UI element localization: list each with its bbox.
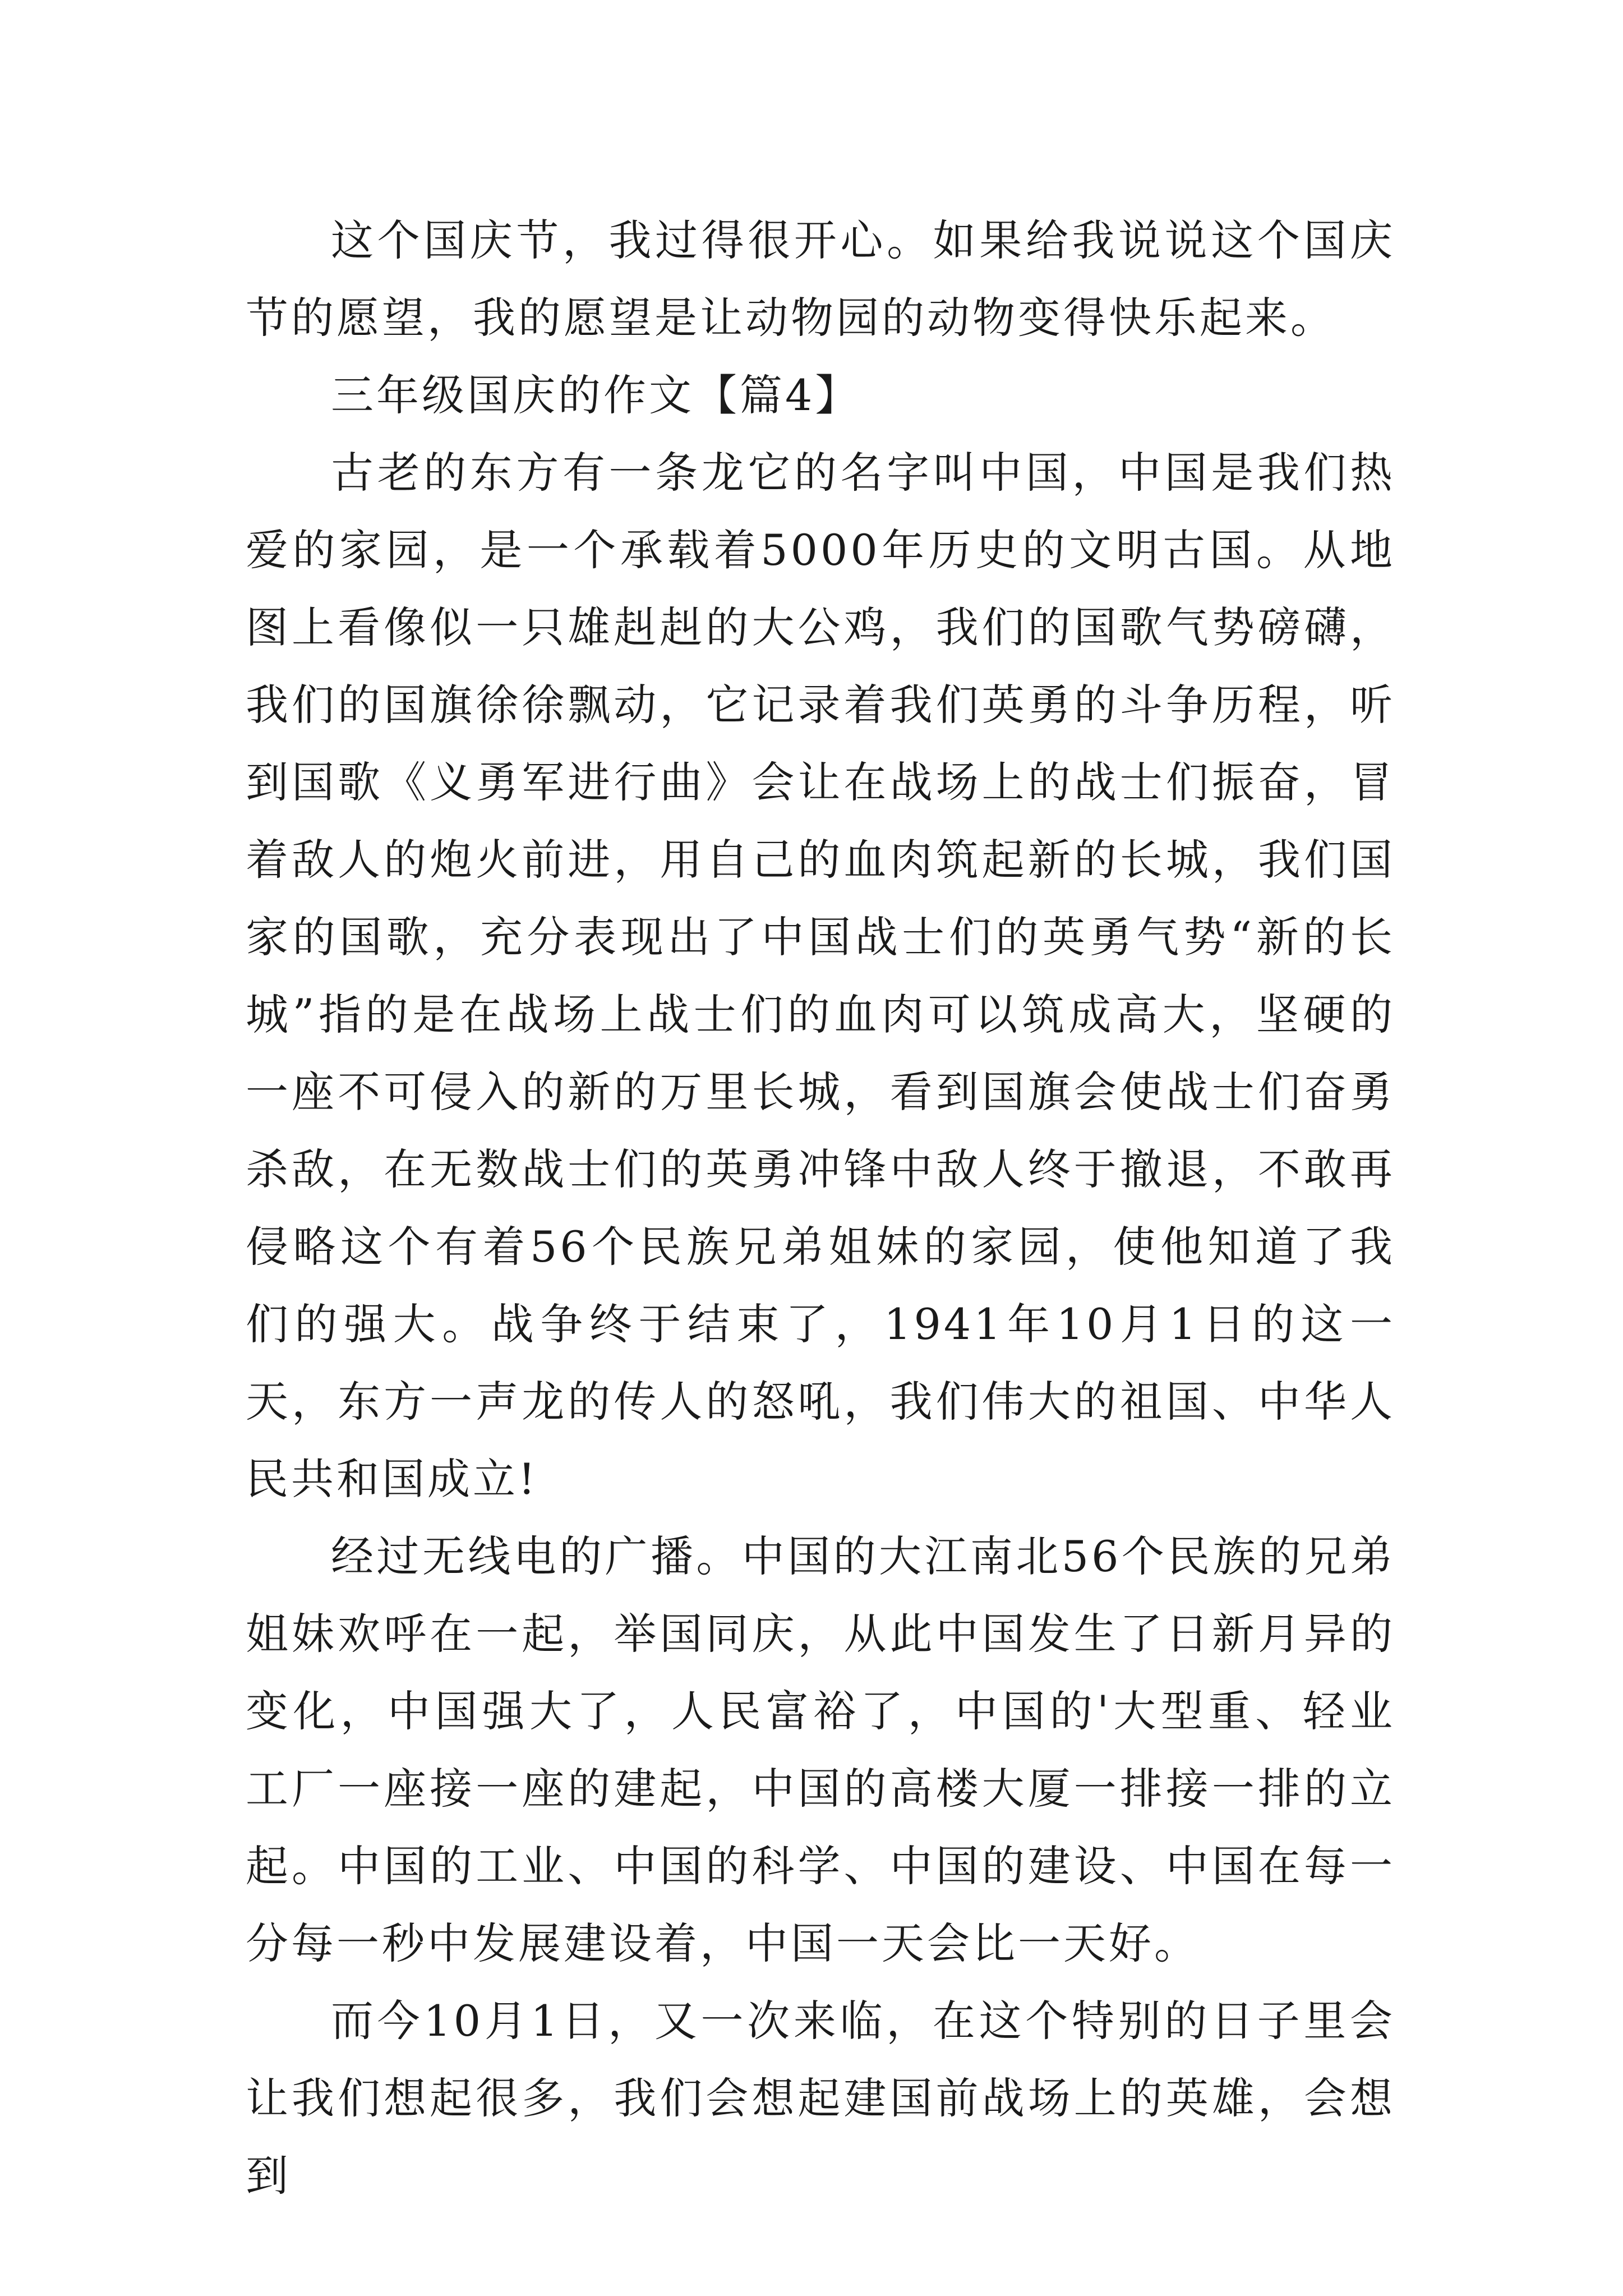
paragraph-2: 古老的东方有一条龙它的名字叫中国，中国是我们热爱的家园，是一个承载着5000年历史的文明古国。从地图上看像似一只雄赳赳的大公鸡，我们的国歌气势磅礴，我们的国旗徐徐飘动，它记录着我们英勇的斗争历程，听到国歌《义勇军进行曲》会让在战场上的战士们振奋，冒着敌人的炮火前进，用自己的血肉筑起新的长城，我们国家的国歌，充分表现出了中国战士们的英勇气势“新的长城”指的是在战场上战士们的血肉可以筑成高大，坚硬的一座不可侵入的新的万里长城，看到国旗会使战士们奋勇杀敌，在无数战士们的英勇冲锋中敌人终于撤退，不敢再侵略这个有着56个民族兄弟姐妹的家园，使他知道了我们的强大。战争终于结束了，1941年10月1日的这一天，东方一声龙的传人的怒吼，我们伟大的祖国、中华人民共和国成立! — [246, 448, 1395, 1504]
document-body — [246, 202, 1395, 2215]
paragraph-4: 而今10月1日，又一次来临，在这个特别的日子里会让我们想起很多，我们会想起建国前战场上的英雄，会想到 — [246, 1996, 1395, 2201]
paragraph-3: 经过无线电的广播。中国的大江南北56个民族的兄弟姐妹欢呼在一起，举国同庆，从此中国发生了日新月异的变化，中国强大了，人民富裕了，中国的'大型重、轻业工厂一座接一座的建起，中国的高楼大厦一排接一排的立起。中国的工业、中国的科学、中国的建设、中国在每一分每一秒中发展建设着，中国一天会比一天好。 — [246, 1531, 1395, 1968]
section-heading: 三年级国庆的作文【篇4】 — [331, 370, 861, 420]
paragraph-1: 这个国庆节，我过得很开心。如果给我说说这个国庆节的愿望，我的愿望是让动物园的动物变得快乐起来。 — [246, 215, 1395, 343]
